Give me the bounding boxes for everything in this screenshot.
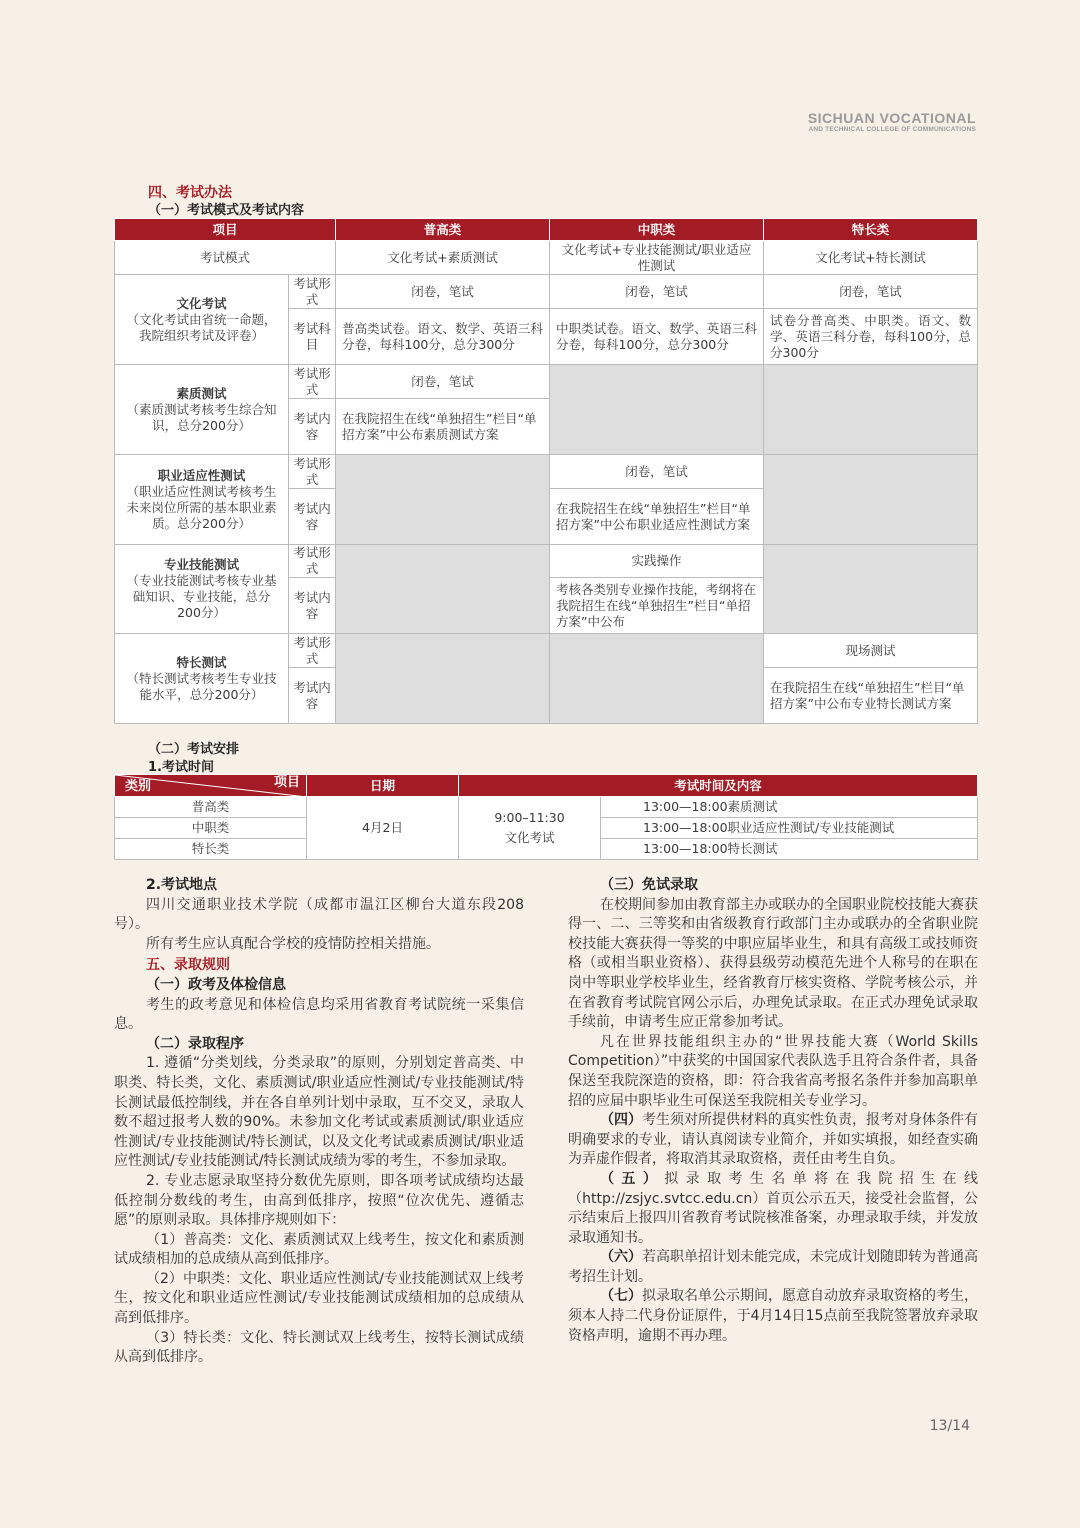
left-column (114, 876, 524, 1368)
authenticity-label: （四） (600, 1112, 642, 1129)
plan-transfer-text: 若高职单招计划未能完成，未完成计划随即转为普通高考招生计划。 (568, 1249, 978, 1285)
table-row (115, 797, 978, 818)
publicity-paragraph (568, 1170, 978, 1248)
exam-date: 4月2日 (307, 797, 459, 860)
table-row-culture-form (115, 275, 978, 309)
exam-time-title: 1.考试时间 (148, 760, 214, 775)
quality-form-putong: 闭卷，笔试 (336, 365, 550, 399)
afternoon-zhongzhi: 13:00—18:00职业适应性测试/专业技能测试 (601, 818, 978, 839)
table-row-talent-form (115, 634, 978, 668)
exam-place-title: 2.考试地点 (146, 877, 218, 893)
talent-form-techang: 现场测试 (764, 634, 978, 668)
row-label-culture (115, 275, 289, 365)
publicity-label: （五） (600, 1170, 665, 1187)
table-header-putong: 普高类 (336, 219, 550, 241)
row-label-skill (115, 545, 289, 634)
table-row-skill-form (115, 545, 978, 578)
row-label-quality (115, 365, 289, 455)
exemption-title: （三）免试录取 (600, 877, 698, 893)
political-health-text: 考生的政考意见和体检信息均采用省教育考试院统一采集信息。 (114, 996, 524, 1033)
culture-form-techang: 闭卷，笔试 (764, 275, 978, 309)
culture-subject-techang: 试卷分普高类、中职类。语文、数学、英语三科分卷，每科100分，总分300分 (764, 309, 978, 365)
admission-procedure-1: 1. 遵循“分类划线，分类录取”的原则，分别划定普高类、中职类、特长类，文化、素质测试/职业适应性测试/专业技能测试/特长测试最低控制线，并在各自单列计划中录取，互不交叉，录取人数不超过报考人数的90%。未参加文化考试或素质测试/职业适应性测试/专业技能测试/特长测试，以及文化考试或素质测试/职业适应性测试/专业技能测试/特长测试成绩为零的考生，不参加录取。 (114, 1055, 524, 1170)
sub-label-form: 考试形式 (289, 634, 336, 668)
empty-cell (764, 545, 978, 634)
category-techang: 特长类 (115, 839, 307, 860)
sub-label-content: 考试内容 (289, 489, 336, 545)
ranking-rule-putong: （1）普高类：文化、素质测试双上线考生，按文化和素质测试成绩相加的总成绩从高到低排序。 (114, 1231, 524, 1268)
section-4-title: 四、考试办法 (148, 185, 232, 201)
talent-content-techang: 在我院招生在线“单独招生”栏目“单招方案”中公布专业特长测试方案 (764, 668, 978, 724)
authenticity-paragraph (568, 1111, 978, 1170)
afternoon-putong: 13:00—18:00素质测试 (601, 797, 978, 818)
waiver-text: 拟录取名单公示期间，愿意自动放弃录取资格的考生，须本人持二代身份证原件，于4月14日15点前至我院签署放弃录取资格声明，逾期不再办理。 (568, 1288, 978, 1344)
admission-procedure-title: （二）录取程序 (146, 1035, 244, 1052)
table-row-exam-mode (115, 241, 978, 275)
culture-form-putong: 闭卷，笔试 (336, 275, 550, 309)
world-skills-text: 凡在世界技能组织主办的“世界技能大赛（World Skills Competition）”中获奖的中国国家代表队选手且符合条件者，具备保送至我院深造的资格，即：符合我省高考报名条件并参加高职单招的应届中职毕业生可保送至我院相关专业学习。 (568, 1033, 978, 1109)
afternoon-techang: 13:00—18:00特长测试 (601, 839, 978, 860)
sub-label-content: 考试内容 (289, 399, 336, 455)
waiver-label: （七） (600, 1288, 642, 1305)
quality-name: 素质测试 (176, 385, 227, 401)
career-form-zhongzhi: 闭卷，笔试 (550, 455, 764, 489)
ranking-rule-techang: （3）特长类：文化、特长测试双上线考生，按特长测试成绩从高到低排序。 (114, 1329, 524, 1366)
right-column (568, 876, 978, 1346)
empty-cell (336, 455, 550, 545)
skill-name: 专业技能测试 (163, 557, 239, 572)
category-putong: 普高类 (115, 797, 307, 818)
table-header-zhongzhi: 中职类 (550, 219, 764, 241)
empty-cell (336, 545, 550, 634)
admission-procedure-2: 2. 专业志愿录取坚持分数优先原则，即各项考试成绩均达最低控制分数线的考生，由高到低排序，按照“位次优先、遵循志愿”的原则录取。具体排序规则如下： (114, 1172, 524, 1229)
skill-content-zhongzhi: 考核各类别专业操作技能，考纲将在我院招生在线“单独招生”栏目“单招方案”中公布 (550, 578, 764, 634)
career-desc: （职业适应性测试考核考生未来岗位所需的基本职业素质。总分200分） (126, 483, 277, 531)
plan-transfer-paragraph (568, 1248, 978, 1287)
exam-time-table (114, 774, 978, 860)
table-header-time-content: 考试时间及内容 (459, 775, 978, 797)
quality-content-putong: 在我院招生在线“单独招生”栏目“单招方案”中公布素质测试方案 (336, 399, 550, 455)
culture-subject-zhongzhi: 中职类试卷。语文、数学、英语三科分卷，每科100分，总分300分 (550, 309, 764, 365)
exam-place-text: 四川交通职业技术学院（成都市温江区柳台大道东段208号）。 (114, 896, 524, 933)
category-zhongzhi: 中职类 (115, 818, 307, 839)
authenticity-text: 考生须对所提供材料的真实性负责，报考对身体条件有明确要求的专业，请认真阅读专业简介，并如实填报，如经查实确为弄虚作假者，将取消其录取资格，责任由考生自负。 (568, 1112, 978, 1168)
publicity-text: 拟录取考生名单将在我院招生在线（http://zsjyc.svtcc.edu.cn）首页公示五天，接受社会监督，公示结束后上报四川省教育考试院核准备案，办理录取手续，并发放录取通知书。 (568, 1170, 979, 1246)
culture-subject-putong: 普高类试卷。语文、数学、英语三科分卷，每科100分，总分300分 (336, 309, 550, 365)
talent-name: 特长测试 (176, 654, 227, 670)
exemption-text: 在校期间参加由教育部主办或联办的全国职业院校技能大赛获得一、二、三等奖和由省级教育行政部门主办或联办的全省职业院校技能大赛获得一等奖的中职应届毕业生，和具有高级工或技师资格（或相当职业资格）、获得县级劳动模范先进个人称号的在职在岗中等职业学校毕业生，经省教育厅核实资格、学院考核公示，并在省教育考试院官网公示后，办理免试录取。在正式办理免试录取手续前，申请考生应正常参加考试。 (568, 896, 978, 1031)
culture-time-value: 9:00–11:30 (494, 810, 565, 825)
cell-mode-techang: 文化考试+特长测试 (764, 241, 978, 275)
ranking-rule-zhongzhi: （2）中职类：文化、职业适应性测试/专业技能测试双上线考生，按文化和职业适应性测试/专业技能测试成绩相加的总成绩从高到低排序。 (114, 1270, 524, 1327)
section-5-title: 五、录取规则 (146, 957, 230, 974)
empty-cell (764, 365, 978, 455)
table-header-item: 项目 (115, 219, 336, 241)
row-label-talent (115, 634, 289, 724)
table-row-quality-form (115, 365, 978, 399)
header-category: 类别 (125, 779, 152, 794)
career-content-zhongzhi: 在我院招生在线“单独招生”栏目“单招方案”中公布职业适应性测试方案 (550, 489, 764, 545)
culture-form-zhongzhi: 闭卷，笔试 (550, 275, 764, 309)
college-brand-logo (808, 110, 976, 133)
culture-time-label: 文化考试 (504, 830, 555, 845)
political-health-title: （一）政考及体检信息 (146, 976, 286, 993)
header-item: 项目 (273, 775, 300, 790)
empty-cell (764, 455, 978, 545)
brand-line-2: AND TECHNICAL COLLEGE OF COMMUNICATIONS (808, 126, 976, 133)
exam-place-note: 所有考生应认真配合学校的疫情防控相关措施。 (146, 935, 440, 952)
career-name: 职业适应性测试 (157, 467, 246, 483)
cell-mode-putong: 文化考试+素质测试 (336, 241, 550, 275)
talent-desc: （特长测试考核考生专业技能水平，总分200分） (126, 670, 277, 702)
sub-label-form: 考试形式 (289, 275, 336, 309)
empty-cell (550, 365, 764, 455)
empty-cell (550, 634, 764, 724)
subsection-exam-arrangement-title: （二）考试安排 (148, 742, 240, 757)
quality-desc: （素质测试考核考生综合知识，总分200分） (126, 401, 277, 433)
sub-label-form: 考试形式 (289, 455, 336, 489)
sub-label-content: 考试内容 (289, 668, 336, 724)
skill-form-zhongzhi: 实践操作 (550, 545, 764, 578)
cell-mode-zhongzhi: 文化考试+专业技能测试/职业适应性测试 (550, 241, 764, 275)
culture-name: 文化考试 (176, 295, 227, 311)
sub-label-subject: 考试科目 (289, 309, 336, 365)
skill-desc: （专业技能测试考核专业基础知识、专业技能，总分200分） (126, 573, 277, 620)
subsection-exam-mode-title: （一）考试模式及考试内容 (148, 203, 305, 218)
brand-line-1: SICHUAN VOCATIONAL (807, 110, 976, 126)
table-header-category-item (115, 775, 307, 797)
empty-cell (336, 634, 550, 724)
sub-label-form: 考试形式 (289, 365, 336, 399)
row-label-exam-mode: 考试模式 (115, 241, 336, 275)
waiver-paragraph (568, 1287, 978, 1346)
row-label-career (115, 455, 289, 545)
plan-transfer-label: （六） (600, 1249, 642, 1266)
page-number: 13/14 (929, 1418, 970, 1434)
culture-exam-time (459, 797, 601, 860)
sub-label-content: 考试内容 (289, 578, 336, 634)
exam-mode-table (114, 218, 978, 724)
table-header-techang: 特长类 (764, 219, 978, 241)
sub-label-form: 考试形式 (289, 545, 336, 578)
culture-desc: （文化考试由省统一命题，我院组织考试及评卷） (126, 311, 277, 343)
table-row-career-form (115, 455, 978, 489)
table-header-date: 日期 (307, 775, 459, 797)
